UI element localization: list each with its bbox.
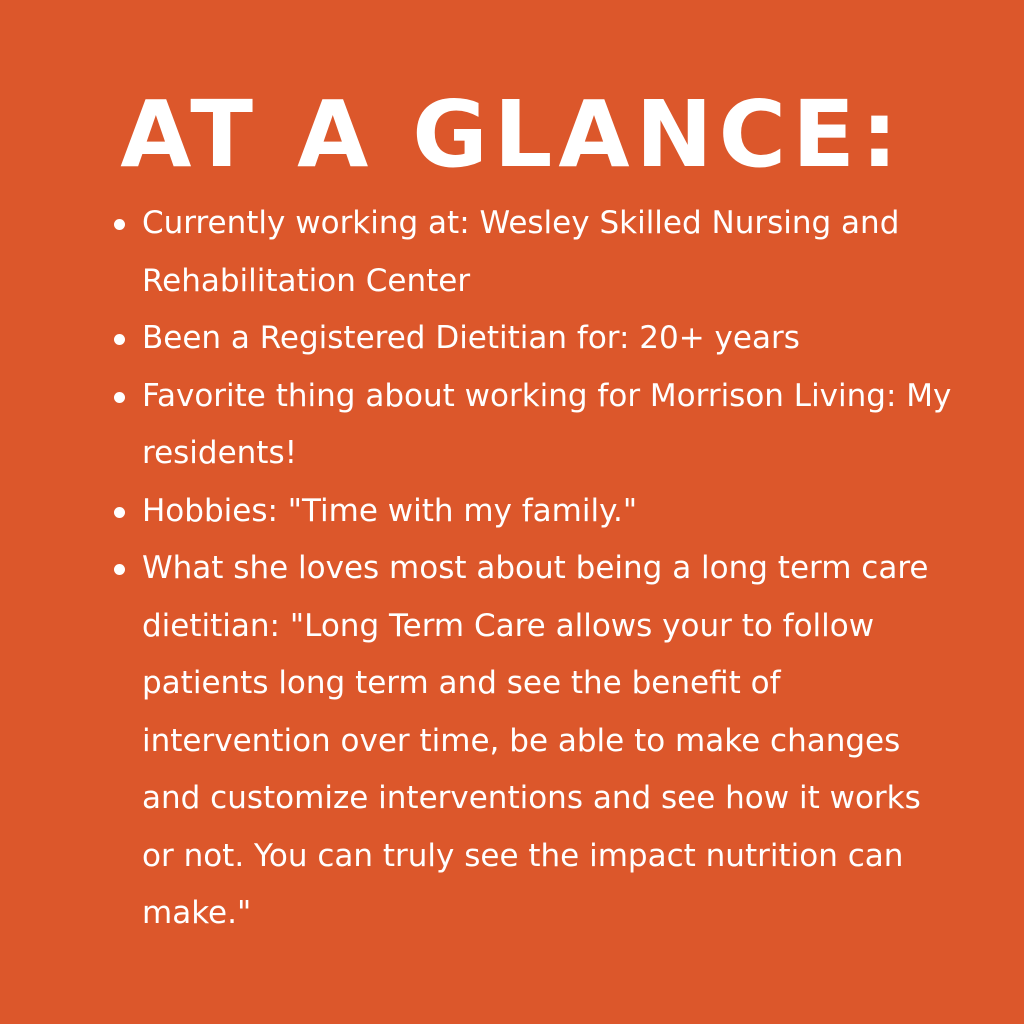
fact-hobbies bbox=[112, 483, 962, 541]
fact-text: Hobbies: "Time with my family." bbox=[142, 492, 638, 529]
fact-text: What she loves most about being a long term care dietitian: "Long Term Care allows your to follow patients long term and see the benefit of intervention over time, be able to make changes and customize interventions and see how it works or not. You can truly see the impact nutrition can make." bbox=[142, 550, 929, 931]
bullet-icon bbox=[114, 334, 125, 345]
heading: AT A GLANCE: bbox=[120, 81, 904, 188]
bullet-icon bbox=[114, 219, 125, 230]
facts-list bbox=[112, 195, 962, 943]
fact-favorite-thing bbox=[112, 368, 962, 483]
fact-workplace bbox=[112, 195, 962, 310]
fact-years-as-dietitian bbox=[112, 310, 962, 368]
fact-text: Currently working at: Wesley Skilled Nursing and Rehabilitation Center bbox=[142, 205, 900, 299]
fact-loves-most bbox=[112, 540, 962, 943]
bullet-icon bbox=[114, 564, 125, 575]
fact-text: Been a Registered Dietitian for: 20+ years bbox=[142, 320, 800, 356]
bullet-icon bbox=[114, 507, 125, 518]
bullet-icon bbox=[114, 392, 125, 403]
fact-text: Favorite thing about working for Morrison Living: My residents! bbox=[142, 377, 952, 471]
